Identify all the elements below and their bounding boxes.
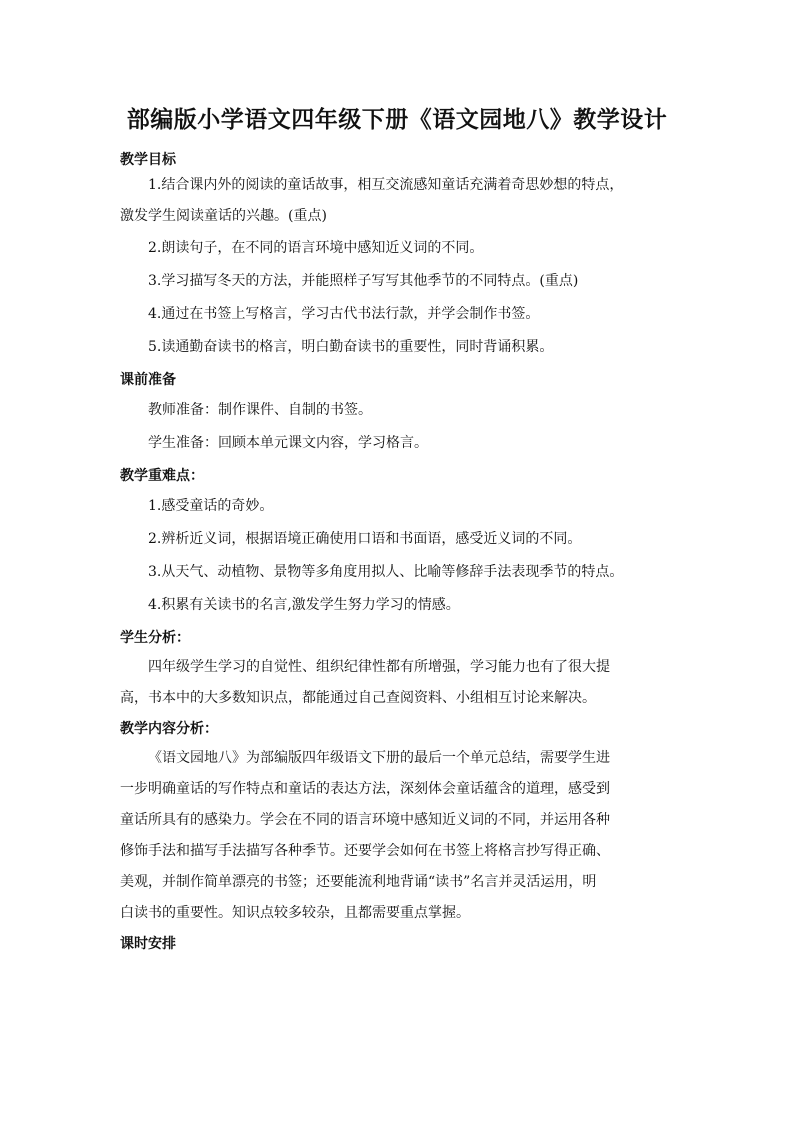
paragraph-line: 修饰手法和描写手法描写各种季节。还要学会如何在书签上将格言抄写得正确、 [120,843,610,859]
objective-item: 4.通过在书签上写格言，学习古代书法行款，并学会制作书签。 [148,306,540,322]
key-point-item: 2.辨析近义词，根据语境正确使用口语和书面语，感受近义词的不同。 [148,531,582,547]
section-content-analysis [120,719,680,929]
document-body [120,150,680,960]
section-heading: 课前准备 [120,372,176,388]
section-student-analysis [120,628,680,714]
section-heading: 教学重难点： [120,468,204,484]
section-heading: 教学目标 [120,152,176,168]
preparation-item: 学生准备：回顾本单元课文内容，学习格言。 [148,435,428,451]
objective-item-line: 激发学生阅读童话的兴趣。(重点) [120,208,327,224]
objective-item: 5.读通勤奋读书的格言，明白勤奋读书的重要性，同时背诵积累。 [148,339,554,355]
key-point-item: 3.从天气、动植物、景物等多角度用拟人、比喻等修辞手法表现季节的特点。 [148,564,624,580]
document-title: 部编版小学语文四年级下册《语文园地八》教学设计 [126,107,668,133]
section-heading: 学生分析： [120,630,190,646]
paragraph-line: 四年级学生学习的自觉性、组织纪律性都有所增强，学习能力也有了很大提 [148,659,610,675]
section-objectives [120,150,680,357]
content-analysis-paragraph [120,743,680,929]
key-point-item: 4.积累有关读书的名言,激发学生努力学习的情感。 [148,597,460,613]
paragraph-line: 童话所具有的感染力。学会在不同的语言环境中感知近义词的不同，并运用各种 [120,812,610,828]
section-key-points [120,466,680,615]
section-schedule [120,934,680,960]
paragraph-line: 美观，并制作简单漂亮的书签；还要能流利地背诵“读书”名言并灵活运用，明 [120,874,597,890]
paragraph-line: 《语文园地八》为部编版四年级语文下册的最后一个单元总结，需要学生进 [148,750,610,766]
objective-item [120,170,680,232]
section-heading: 教学内容分析： [120,721,218,737]
objective-item: 3.学习描写冬天的方法，并能照样子写写其他季节的不同特点。(重点) [148,273,579,289]
section-heading: 课时安排 [120,936,176,952]
objective-item-line: 1.结合课内外的阅读的童话故事，相互交流感知童话充满着奇思妙想的特点， [148,177,624,193]
preparation-item: 教师准备：制作课件、自制的书签。 [148,402,372,418]
student-analysis-paragraph [120,652,680,714]
objective-item: 2.朗读句子，在不同的语言环境中感知近义词的不同。 [148,240,484,256]
key-point-item: 1.感受童话的奇妙。 [148,498,274,514]
paragraph-line: 一步明确童话的写作特点和童话的表达方法，深刻体会童话蕴含的道理，感受到 [120,781,610,797]
section-preparation [120,370,680,453]
paragraph-line: 白读书的重要性。知识点较多较杂，且都需要重点掌握。 [120,905,470,921]
paragraph-line: 高，书本中的大多数知识点，都能通过自己查阅资料、小组相互讨论来解决。 [120,690,596,706]
